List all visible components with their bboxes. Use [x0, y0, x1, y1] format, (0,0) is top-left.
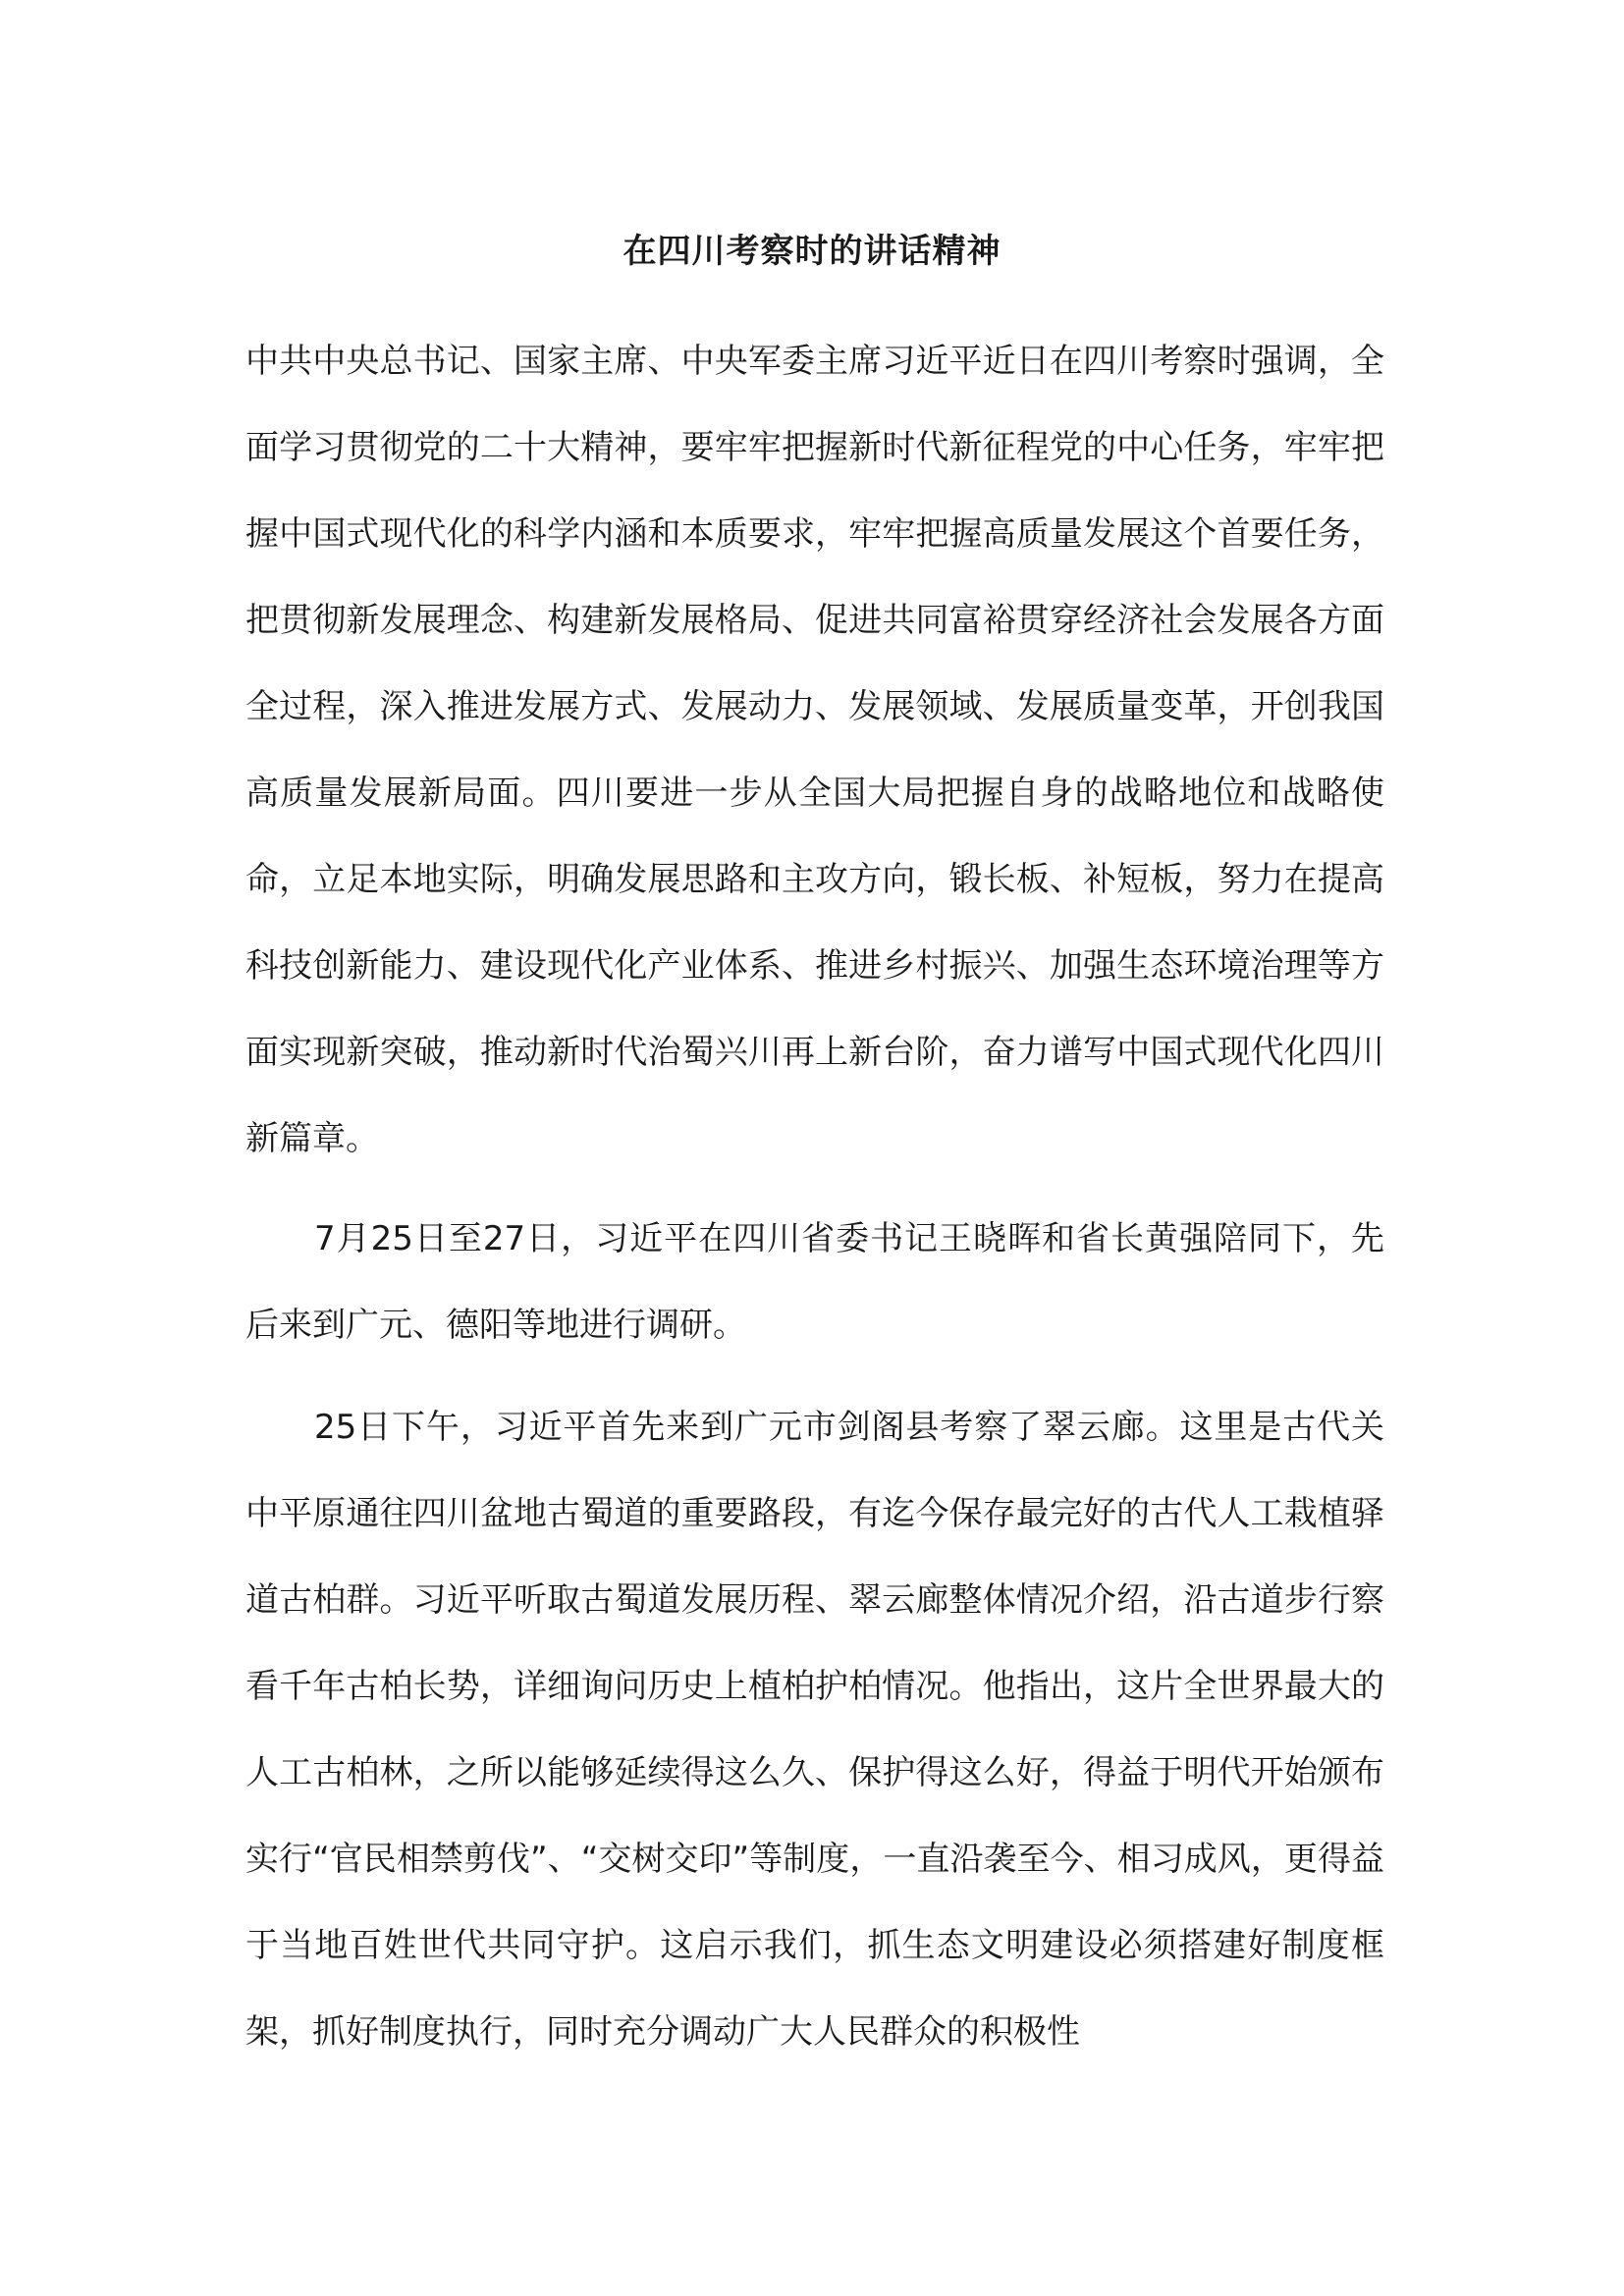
paragraph-2: 7月25日至27日，习近平在四川省委书记王晓晖和省长黄强陪同下，先后来到广元、德阳等地进行调研。	[245, 1219, 1384, 1345]
page-title: 在四川考察时的讲话精神	[623, 232, 1001, 271]
paragraph-1-container	[245, 318, 1384, 1198]
paragraph-3: 25日下午，习近平首先来到广元市剑阁县考察了翠云廊。这里是古代关中平原通往四川盆地古蜀道的重要路段，有迄今保存最完好的古代人工栽植驿道古柏群。习近平听取古蜀道发展历程、翠云廊整体情况介绍，沿古道步行察看千年古柏长势，详细询问历史上植柏护柏情况。他指出，这片全世界最大的人工古柏林，之所以能够延续得这么久、保护得这么好，得益于明代开始颁布实行“官民相禁剪伐”、“交树交印”等制度，一直沿袭至今、相习成风，更得益于当地百姓世代共同守护。这启示我们，抓生态文明建设必须搭建好制度框架，抓好制度执行，同时充分调动广大人民群众的积极性	[245, 1408, 1384, 2052]
paragraph-2-container	[245, 1196, 1384, 1384]
paragraph-1: 中共中央总书记、国家主席、中央军委主席习近平近日在四川考察时强调，全面学习贯彻党的二十大精神，要牢牢把握新时代新征程党的中心任务，牢牢把握中国式现代化的科学内涵和本质要求，牢牢把握高质量发展这个首要任务，把贯彻新发展理念、构建新发展格局、促进共同富裕贯穿经济社会发展各方面全过程，深入推进发展方式、发展动力、发展领域、发展质量变革，开创我国高质量发展新局面。四川要进一步从全国大局把握自身的战略地位和战略使命，立足本地实际，明确发展思路和主攻方向，锻长板、补短板，努力在提高科技创新能力、建设现代化产业体系、推进乡村振兴、加强生态环境治理等方面实现新突破，推动新时代治蜀兴川再上新台阶，奋力谱写中国式现代化四川新篇章。	[245, 342, 1384, 1158]
paragraph-3-container	[245, 1384, 1384, 2091]
